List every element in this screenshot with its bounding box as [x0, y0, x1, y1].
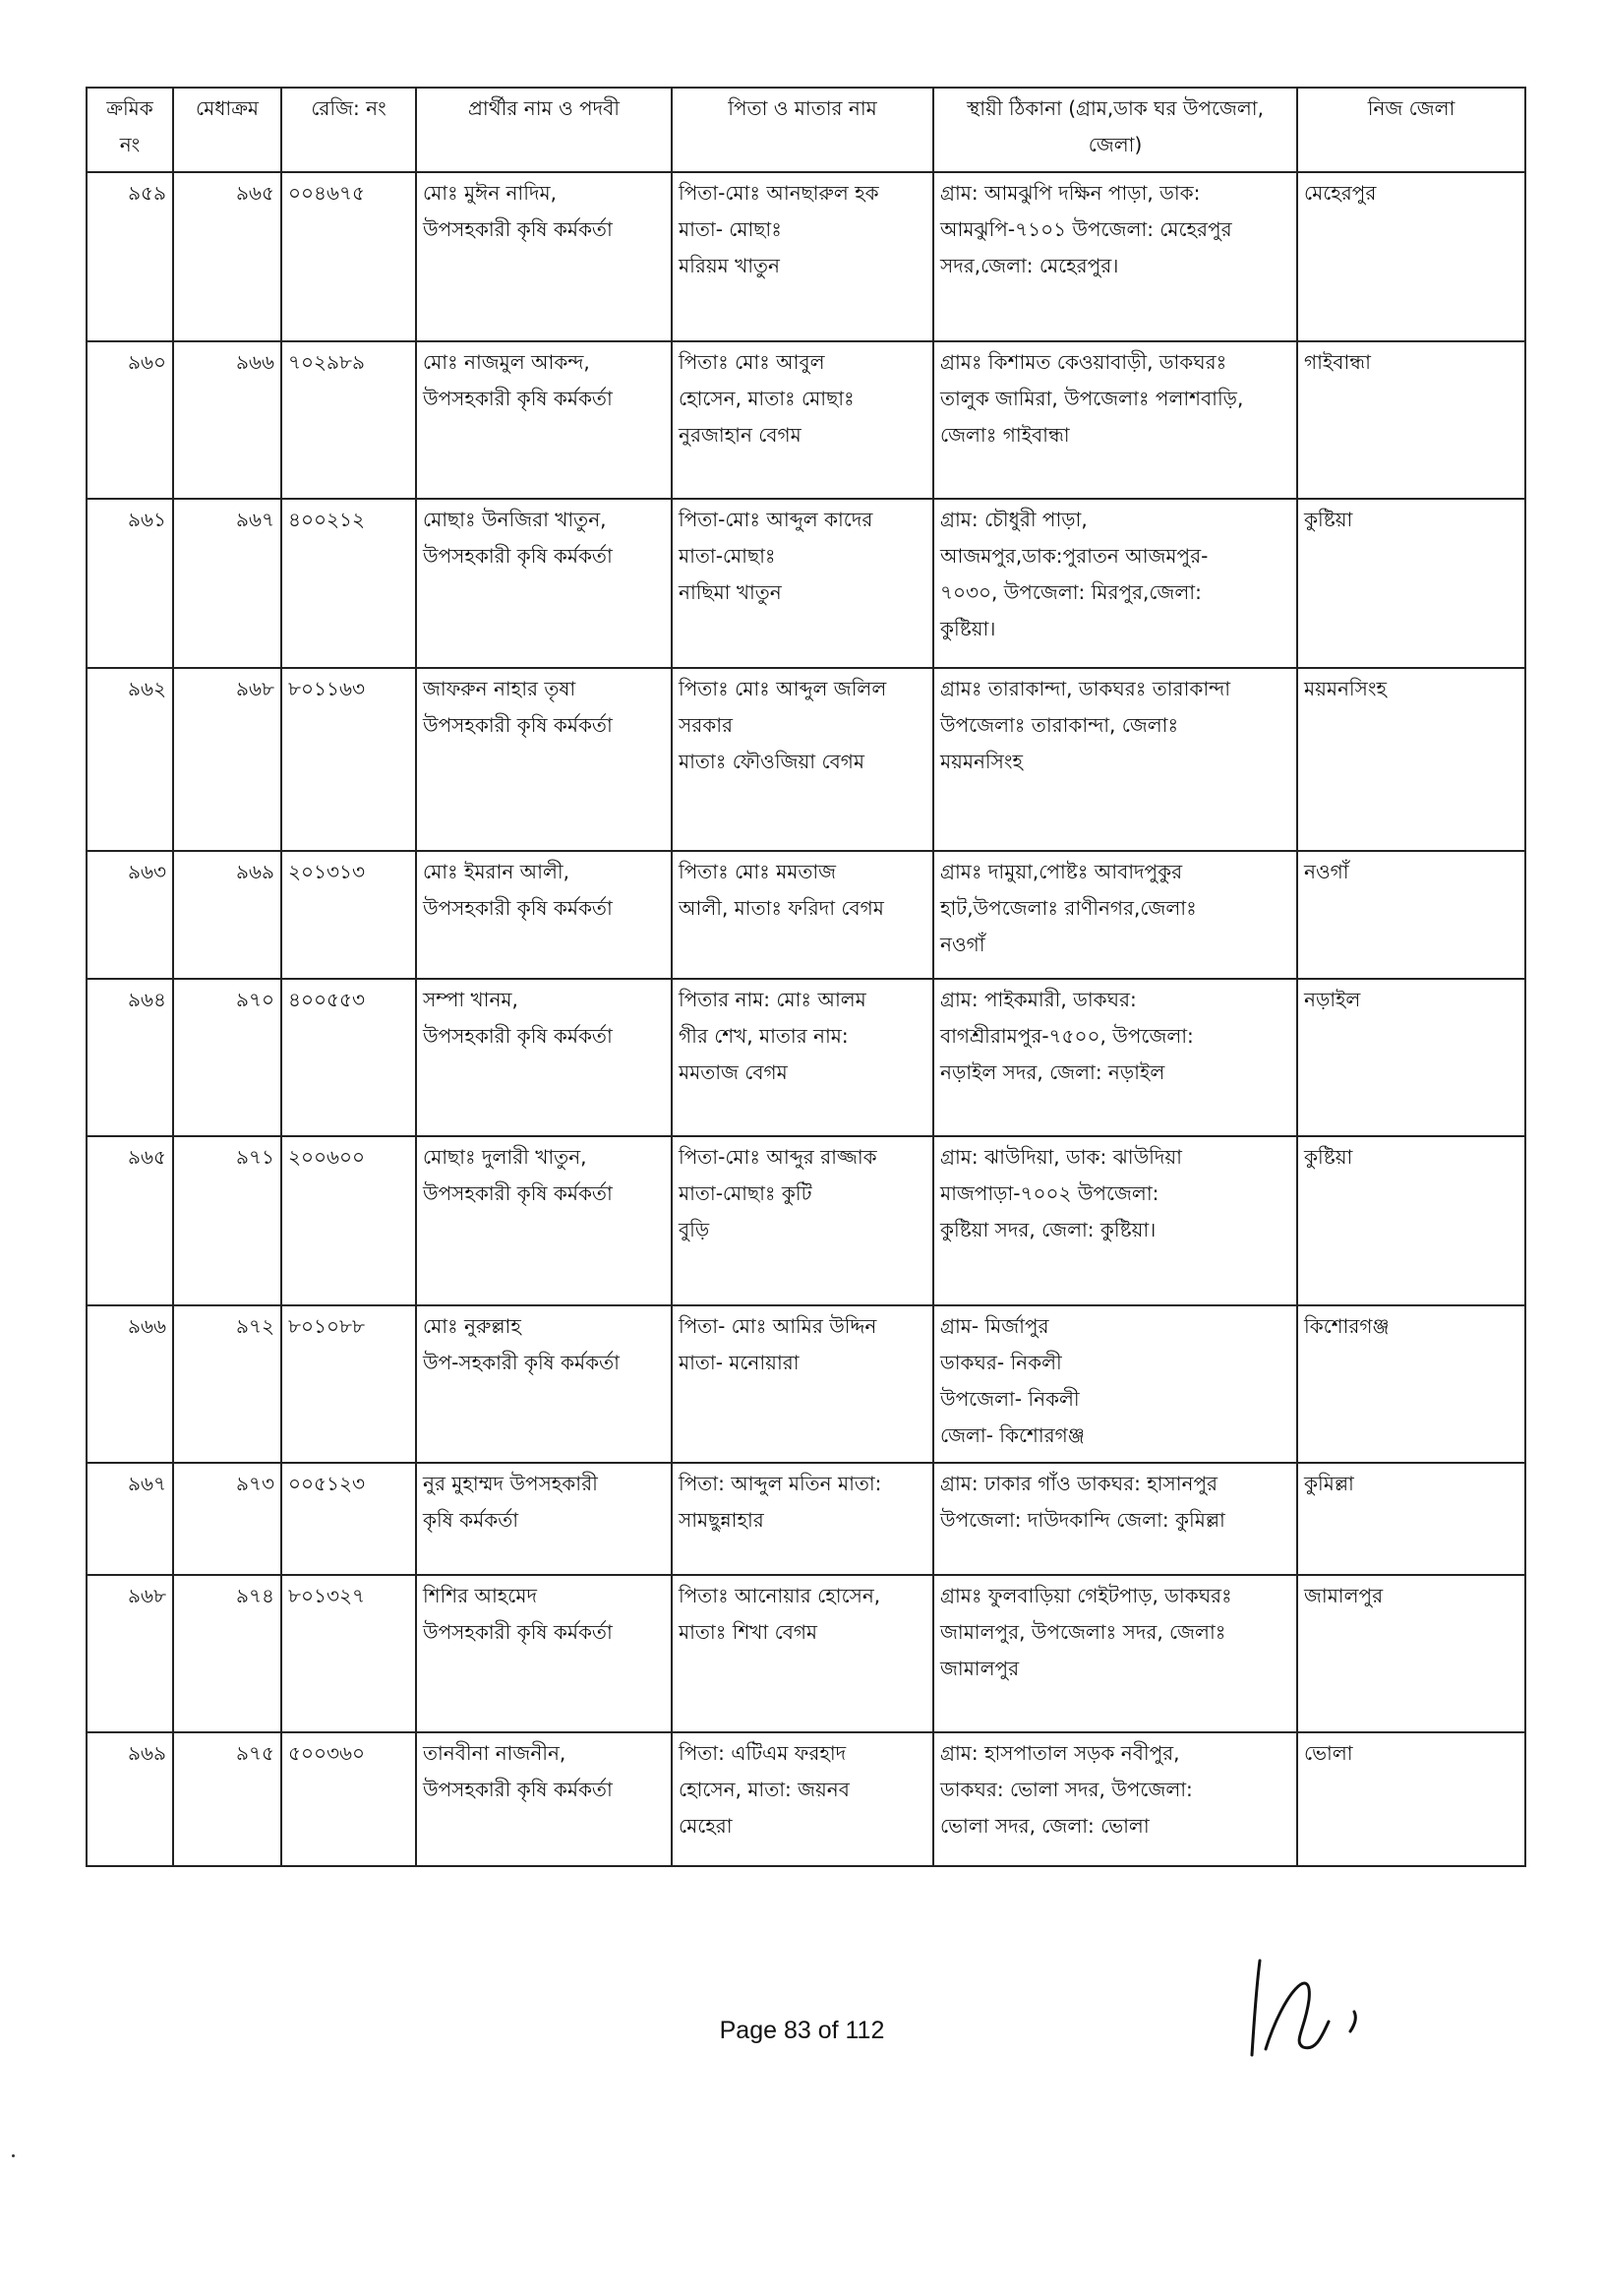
name-cell: [416, 668, 672, 851]
reg-cell: ০০৫১২৩: [281, 1463, 416, 1575]
parents-cell: [672, 1136, 933, 1305]
address-line: জামালপুর: [940, 1657, 1020, 1680]
parents-line: মমতাজ বেগম: [679, 1060, 788, 1084]
parents-line: পিতাঃ মোঃ মমতাজ: [679, 860, 837, 883]
parents-cell: [672, 1575, 933, 1732]
merit-cell: ৯৬৬: [173, 341, 281, 499]
address-cell: [933, 1463, 1297, 1575]
serial-cell: ৯৬৭: [87, 1463, 173, 1575]
parents-cell: [672, 341, 933, 499]
name-line: উপসহকারী কৃষি কর্মকর্তা: [423, 1620, 613, 1644]
district-cell: কুষ্টিয়া: [1297, 499, 1525, 668]
parents-cell: [672, 172, 933, 341]
district-cell: মেহেরপুর: [1297, 172, 1525, 341]
address-line: গ্রামঃ কিশামত কেওয়াবাড়ী, ডাকঘরঃ: [940, 350, 1227, 374]
address-line: কুষ্টিয়া সদর, জেলা: কুষ্টিয়া।: [940, 1218, 1157, 1241]
column-header-district: নিজ জেলা: [1297, 88, 1525, 172]
merit-cell: ৯৭৩: [173, 1463, 281, 1575]
name-line: উপসহকারী কৃষি কর্মকর্তা: [423, 1181, 613, 1205]
parents-line: মাতা- মোছাঃ: [679, 217, 782, 241]
column-header-serial: ক্রমিক নং: [87, 88, 173, 172]
district-cell: কুষ্টিয়া: [1297, 1136, 1525, 1305]
merit-cell: ৯৬৫: [173, 172, 281, 341]
table-header-row: [87, 88, 1525, 172]
address-cell: [933, 1305, 1297, 1463]
address-line: জামালপুর, উপজেলাঃ সদর, জেলাঃ: [940, 1620, 1226, 1644]
reg-cell: ৫০০৩৬০: [281, 1732, 416, 1866]
column-header-merit: মেধাক্রম: [173, 88, 281, 172]
name-line: কৃষি কর্মকর্তা: [423, 1508, 518, 1532]
table-row: [87, 341, 1525, 499]
reg-cell: ২০০৬০০: [281, 1136, 416, 1305]
address-line: গ্রাম: হাসপাতাল সড়ক নবীপুর,: [940, 1741, 1180, 1765]
district-cell: জামালপুর: [1297, 1575, 1525, 1732]
parents-line: পিতা-মোঃ আনছারুল হক: [679, 181, 879, 205]
scan-speck: [12, 2154, 15, 2157]
parents-line: গীর শেখ, মাতার নাম:: [679, 1024, 849, 1048]
name-cell: [416, 1463, 672, 1575]
name-line: মোঃ নাজমুল আকন্দ,: [423, 350, 590, 374]
parents-line: পিতা- মোঃ আমির উদ্দিন: [679, 1314, 877, 1338]
column-header-reg: রেজি: নং: [281, 88, 416, 172]
name-line: সম্পা খানম,: [423, 988, 518, 1011]
parents-line: পিতা: আব্দুল মতিন মাতা:: [679, 1472, 882, 1495]
parents-line: মাতা-মোছাঃ কুটি: [679, 1181, 812, 1205]
serial-cell: ৯৬০: [87, 341, 173, 499]
address-cell: [933, 172, 1297, 341]
table-row: [87, 979, 1525, 1136]
merit-cell: ৯৬৭: [173, 499, 281, 668]
name-line: উপসহকারী কৃষি কর্মকর্তা: [423, 387, 613, 410]
name-cell: [416, 851, 672, 979]
parents-line: নাছিমা খাতুন: [679, 580, 782, 604]
address-line: নওগাঁ: [940, 933, 985, 956]
address-line: আজমপুর,ডাক:পুরাতন আজমপুর-: [940, 544, 1209, 568]
name-line: উপসহকারী কৃষি কর্মকর্তা: [423, 713, 613, 737]
parents-line: পিতা-মোঃ আব্দুর রাজ্জাক: [679, 1145, 877, 1169]
parents-line: মরিয়ম খাতুন: [679, 254, 780, 277]
parents-line: নুরজাহান বেগম: [679, 423, 802, 447]
name-cell: [416, 499, 672, 668]
merit-cell: ৯৭০: [173, 979, 281, 1136]
parents-line: পিতাঃ মোঃ আব্দুল জলিল: [679, 677, 887, 700]
reg-cell: ২০১৩১৩: [281, 851, 416, 979]
address-line: মাজপাড়া-৭০০২ উপজেলা:: [940, 1181, 1159, 1205]
address-line: গ্রাম: ঝাউদিয়া, ডাক: ঝাউদিয়া: [940, 1145, 1182, 1169]
parents-line: পিতা: এটিএম ফরহাদ: [679, 1741, 847, 1765]
name-line: নুর মুহাম্মদ উপসহকারী: [423, 1472, 598, 1495]
parents-line: বুড়ি: [679, 1218, 710, 1241]
address-cell: [933, 1136, 1297, 1305]
address-line: গ্রামঃ ফুলবাড়িয়া গেইটপাড়, ডাকঘরঃ: [940, 1584, 1232, 1607]
name-cell: [416, 1732, 672, 1866]
serial-cell: ৯৬৬: [87, 1305, 173, 1463]
table-row: [87, 1575, 1525, 1732]
address-line: উপজেলা- নিকলী: [940, 1387, 1080, 1411]
table-row: [87, 499, 1525, 668]
district-cell: গাইবান্ধা: [1297, 341, 1525, 499]
name-line: মোঃ নুরুল্লাহ: [423, 1314, 521, 1338]
table-row: [87, 1305, 1525, 1463]
parents-cell: [672, 851, 933, 979]
address-line: জেলা- কিশোরগঞ্জ: [940, 1423, 1085, 1447]
serial-cell: ৯৫৯: [87, 172, 173, 341]
table-row: [87, 172, 1525, 341]
parents-cell: [672, 1305, 933, 1463]
parents-line: মেহেরা: [679, 1814, 733, 1838]
district-cell: ময়মনসিংহ: [1297, 668, 1525, 851]
merit-cell: ৯৬৮: [173, 668, 281, 851]
name-line: উপসহকারী কৃষি কর্মকর্তা: [423, 1024, 613, 1048]
column-header-parents: পিতা ও মাতার নাম: [672, 88, 933, 172]
parents-cell: [672, 1732, 933, 1866]
candidate-table: [86, 87, 1526, 1867]
table-row: [87, 1463, 1525, 1575]
serial-cell: ৯৬৪: [87, 979, 173, 1136]
address-line: ডাকঘর- নিকলী: [940, 1351, 1062, 1374]
column-header-address: স্থায়ী ঠিকানা (গ্রাম,ডাক ঘর উপজেলা, জেলা): [933, 88, 1297, 172]
district-cell: কিশোরগঞ্জ: [1297, 1305, 1525, 1463]
address-line: গ্রাম: চৌধুরী পাড়া,: [940, 508, 1088, 531]
district-cell: ভোলা: [1297, 1732, 1525, 1866]
parents-line: পিতা-মোঃ আব্দুল কাদের: [679, 508, 873, 531]
address-line: হাট,উপজেলাঃ রাণীনগর,জেলাঃ: [940, 896, 1197, 920]
name-line: উপসহকারী কৃষি কর্মকর্তা: [423, 1778, 613, 1801]
serial-cell: ৯৬৮: [87, 1575, 173, 1732]
table-row: [87, 851, 1525, 979]
name-line: উপসহকারী কৃষি কর্মকর্তা: [423, 217, 613, 241]
address-line: নড়াইল সদর, জেলা: নড়াইল: [940, 1060, 1165, 1084]
name-line: উপসহকারী কৃষি কর্মকর্তা: [423, 544, 613, 568]
district-cell: নড়াইল: [1297, 979, 1525, 1136]
page-number: Page 83 of 112: [719, 2017, 885, 2044]
reg-cell: ৮০১০৮৮: [281, 1305, 416, 1463]
name-cell: [416, 172, 672, 341]
name-cell: [416, 1305, 672, 1463]
name-line: মোছাঃ উনজিরা খাতুন,: [423, 508, 607, 531]
address-cell: [933, 1575, 1297, 1732]
serial-cell: ৯৬৫: [87, 1136, 173, 1305]
address-line: জেলাঃ গাইবান্ধা: [940, 423, 1070, 447]
parents-line: হোসেন, মাতাঃ মোছাঃ: [679, 387, 855, 410]
name-cell: [416, 341, 672, 499]
reg-cell: ০০৪৬৭৫: [281, 172, 416, 341]
serial-cell: ৯৬১: [87, 499, 173, 668]
address-line: তালুক জামিরা, উপজেলাঃ পলাশবাড়ি,: [940, 387, 1244, 410]
parents-line: সামছুন্নাহার: [679, 1508, 764, 1532]
address-line: গ্রামঃ দামুয়া,পোষ্টঃ আবাদপুকুর: [940, 860, 1183, 883]
name-line: মোছাঃ দুলারী খাতুন,: [423, 1145, 587, 1169]
parents-line: মাতাঃ ফৌওজিয়া বেগম: [679, 750, 864, 773]
name-line: মোঃ মুঈন নাদিম,: [423, 181, 557, 205]
address-line: সদর,জেলা: মেহেরপুর।: [940, 254, 1119, 277]
address-line: ভোলা সদর, জেলা: ভোলা: [940, 1814, 1150, 1838]
address-line: আমঝুপি-৭১০১ উপজেলা: মেহেরপুর: [940, 217, 1232, 241]
parents-line: মাতাঃ শিখা বেগম: [679, 1620, 818, 1644]
name-line: উপসহকারী কৃষি কর্মকর্তা: [423, 896, 613, 920]
district-cell: কুমিল্লা: [1297, 1463, 1525, 1575]
parents-line: পিতাঃ মোঃ আবুল: [679, 350, 825, 374]
address-cell: [933, 668, 1297, 851]
parents-cell: [672, 499, 933, 668]
reg-cell: ৪০০২১২: [281, 499, 416, 668]
address-line: বাগশ্রীরামপুর-৭৫০০, উপজেলা:: [940, 1024, 1194, 1048]
name-cell: [416, 1136, 672, 1305]
parents-line: হোসেন, মাতা: জয়নব: [679, 1778, 850, 1801]
address-line: কুষ্টিয়া।: [940, 617, 996, 640]
table-row: [87, 668, 1525, 851]
address-line: গ্রাম: আমঝুপি দক্ষিন পাড়া, ডাক:: [940, 181, 1201, 205]
address-cell: [933, 1732, 1297, 1866]
parents-cell: [672, 1463, 933, 1575]
merit-cell: ৯৭২: [173, 1305, 281, 1463]
address-line: ৭০৩০, উপজেলা: মিরপুর,জেলা:: [940, 580, 1202, 604]
address-cell: [933, 499, 1297, 668]
name-line: জাফরুন নাহার তৃষা: [423, 677, 576, 700]
reg-cell: ৪০০৫৫৩: [281, 979, 416, 1136]
merit-cell: ৯৭৪: [173, 1575, 281, 1732]
address-line: ময়মনসিংহ: [940, 750, 1023, 773]
parents-cell: [672, 979, 933, 1136]
table-body: [87, 172, 1525, 1866]
name-cell: [416, 1575, 672, 1732]
parents-cell: [672, 668, 933, 851]
name-line: মোঃ ইমরান আলী,: [423, 860, 569, 883]
address-line: গ্রাম: পাইকমারী, ডাকঘর:: [940, 988, 1137, 1011]
name-cell: [416, 979, 672, 1136]
district-cell: নওগাঁ: [1297, 851, 1525, 979]
parents-line: পিতার নাম: মোঃ আলম: [679, 988, 866, 1011]
column-header-name: প্রার্থীর নাম ও পদবী: [416, 88, 672, 172]
merit-cell: ৯৬৯: [173, 851, 281, 979]
reg-cell: ৮০১৩২৭: [281, 1575, 416, 1732]
address-cell: [933, 979, 1297, 1136]
parents-line: মাতা-মোছাঃ: [679, 544, 776, 568]
name-line: শিশির আহমেদ: [423, 1584, 537, 1607]
serial-cell: ৯৬৩: [87, 851, 173, 979]
name-line: তানবীনা নাজনীন,: [423, 1741, 566, 1765]
address-cell: [933, 851, 1297, 979]
merit-cell: ৯৭৫: [173, 1732, 281, 1866]
address-line: গ্রামঃ তারাকান্দা, ডাকঘরঃ তারাকান্দা: [940, 677, 1231, 700]
reg-cell: ৮০১১৬৩: [281, 668, 416, 851]
address-line: ডাকঘর: ভোলা সদর, উপজেলা:: [940, 1778, 1193, 1801]
table-row: [87, 1136, 1525, 1305]
address-line: উপজেলাঃ তারাকান্দা, জেলাঃ: [940, 713, 1179, 737]
table-row: [87, 1732, 1525, 1866]
address-line: উপজেলা: দাউদকান্দি জেলা: কুমিল্লা: [940, 1508, 1225, 1532]
address-line: গ্রাম- মির্জাপুর: [940, 1314, 1049, 1338]
parents-line: মাতা- মনোয়ারা: [679, 1351, 800, 1374]
address-cell: [933, 341, 1297, 499]
reg-cell: ৭০২৯৮৯: [281, 341, 416, 499]
parents-line: সরকার: [679, 713, 734, 737]
merit-cell: ৯৭১: [173, 1136, 281, 1305]
parents-line: আলী, মাতাঃ ফরিদা বেগম: [679, 896, 884, 920]
parents-line: পিতাঃ আনোয়ার হোসেন,: [679, 1584, 881, 1607]
serial-cell: ৯৬২: [87, 668, 173, 851]
serial-cell: ৯৬৯: [87, 1732, 173, 1866]
name-line: উপ-সহকারী কৃষি কর্মকর্তা: [423, 1351, 620, 1374]
address-line: গ্রাম: ঢাকার গাঁও ডাকঘর: হাসানপুর: [940, 1472, 1218, 1495]
